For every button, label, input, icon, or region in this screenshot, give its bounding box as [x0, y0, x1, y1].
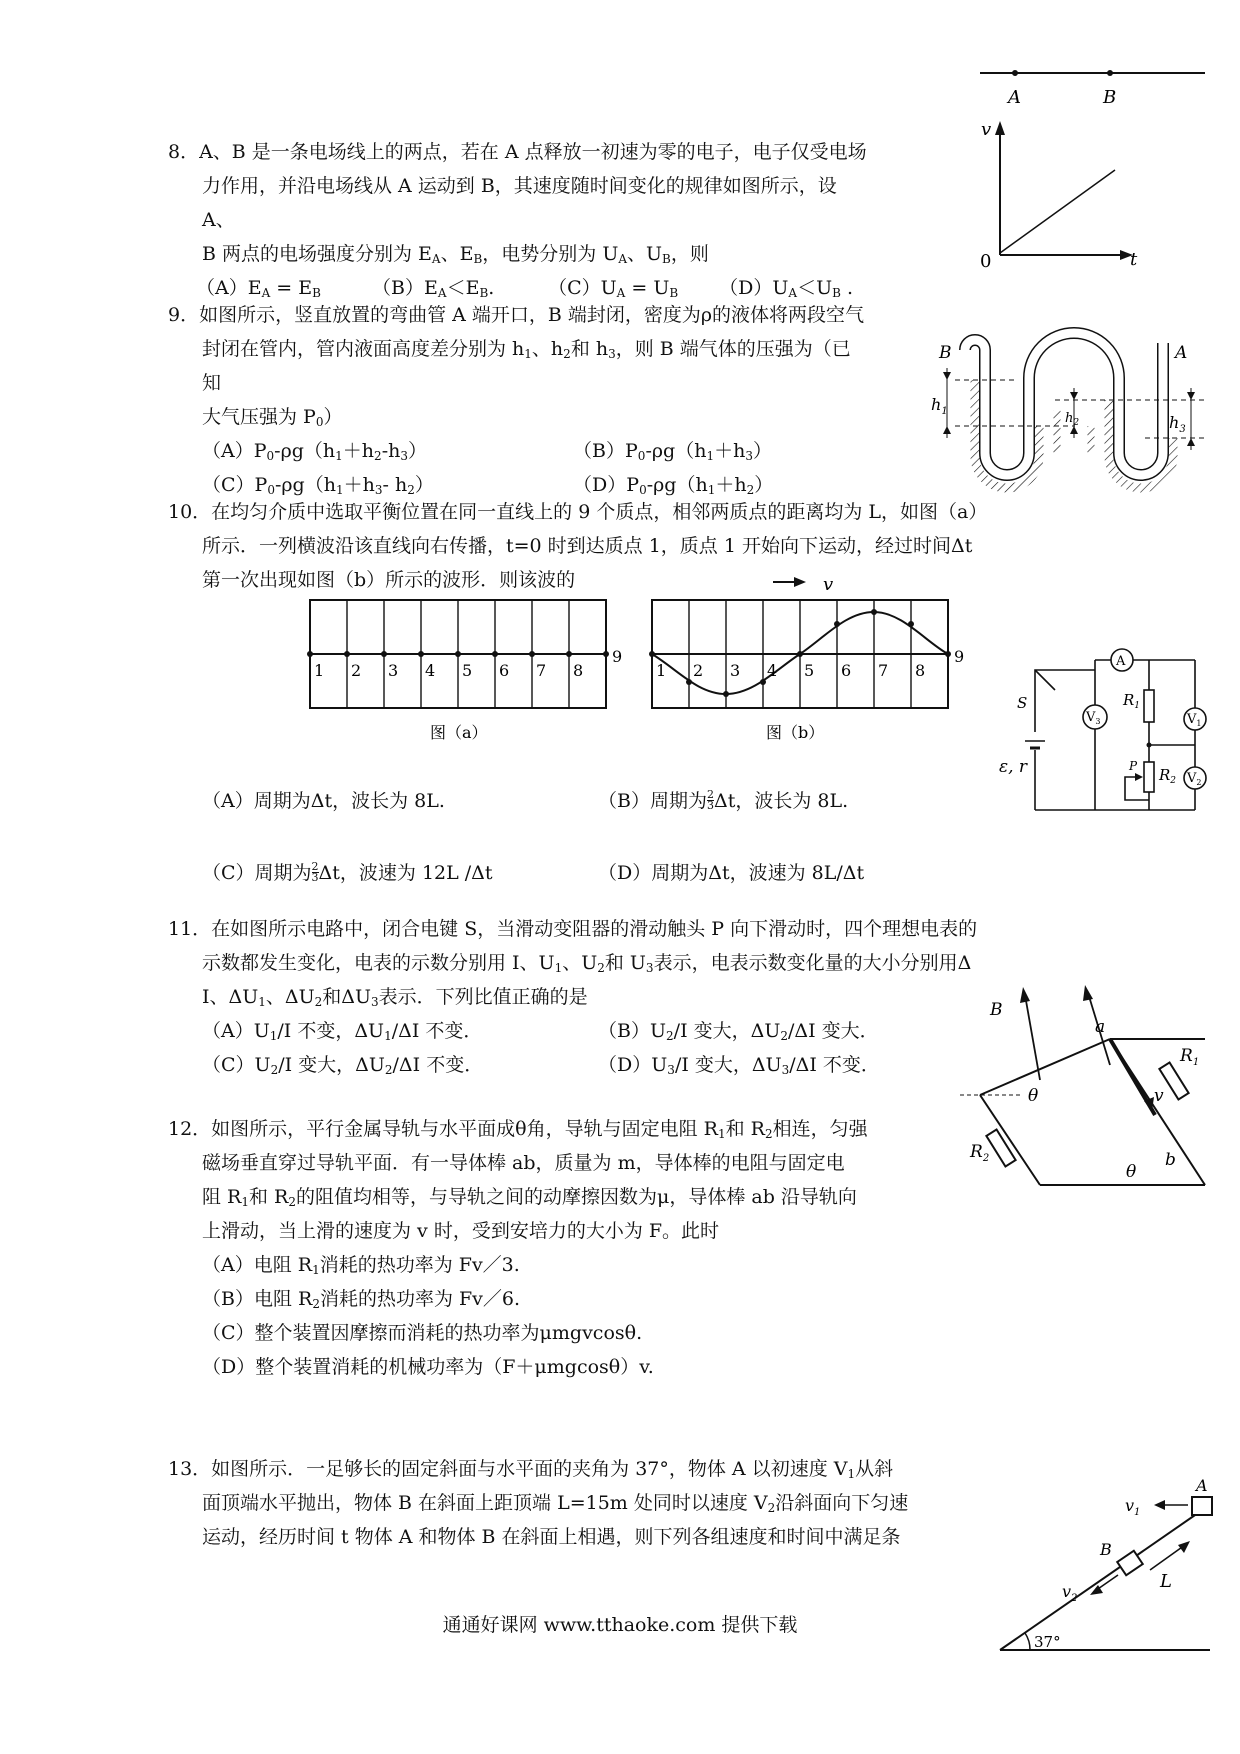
q11-line1: 11．在如图所示电路中，闭合电键 S，当滑动变阻器的滑动触头 P 向下滑动时，四个理想电表的 — [168, 918, 978, 940]
q10b-point-4: 4 — [767, 661, 778, 680]
q8-option-d: $(D)U_A<U_B$ . — [719, 277, 853, 300]
q12-velocity-label: v — [1154, 1086, 1164, 1106]
q10b-point-8: 8 — [915, 661, 926, 680]
q10-option-c: （C）周期为 $\frac{2}{3}$ Δt，波速为 12L /Δt — [202, 860, 493, 884]
q12-option-b: （B）电阻 $R_2$消耗的热功率为 Fv／6. — [202, 1288, 521, 1311]
q11-options-row2 — [168, 1048, 1068, 1082]
voltmeter-v3-label: $V_3$ — [1086, 710, 1101, 726]
q9-h2-label: $h_2$ — [1065, 411, 1080, 428]
q10b-velocity-label: v — [823, 574, 834, 595]
q12-line4: 上滑动，当上滑的速度为 v 时，受到安培力的大小为 F。此时 — [202, 1220, 720, 1242]
q9-h3-label: $h_3$ — [1169, 413, 1186, 435]
q10b-point-1: 1 — [656, 661, 667, 680]
q13-distance-l-label: L — [1160, 1571, 1172, 1592]
q12-option-a: （A）电阻 $R_1$消耗的热功率为 Fv／3. — [202, 1254, 520, 1277]
q9-option-a: $(A)P_0-\rho g(h_1+h_2-h_3)$ — [202, 440, 428, 463]
question-11 — [168, 912, 1068, 1082]
q9-line2: 封闭在管内，管内液面高度差分别为 $h_1$、$h_2$和 $h_3$，则 B 端气体的压强为（已知 — [202, 338, 851, 394]
q10a-point-7: 7 — [536, 661, 547, 680]
switch-label: S — [1017, 694, 1028, 712]
emf-label: ε, r — [999, 757, 1028, 777]
q10b-caption: 图（b） — [766, 723, 825, 742]
q10b-point-2: 2 — [693, 661, 704, 680]
r1-label: $R_1$ — [1123, 691, 1141, 711]
q9-h1-label: $h_1$ — [931, 395, 948, 417]
q12-line2: 磁场垂直穿过导轨平面．有一导体棒 ab，质量为 m，导体棒的电阻与固定电 — [202, 1152, 845, 1174]
q11-option-a: $(A)U_1/I$ 不变，$\Delta U_1/\Delta I$ 不变． — [202, 1020, 483, 1043]
q10a-point-1: 1 — [314, 661, 325, 680]
q10a-point-4: 4 — [425, 661, 436, 680]
q11-line3: I、$\Delta U_1$、$\Delta U_2$和$\Delta U_3$表示．下列比值正确的是 — [202, 986, 588, 1009]
q8-option-a: $(A)E_A = E_B$ — [196, 277, 321, 300]
q10a-point-6: 6 — [499, 661, 510, 680]
q8-line2: 力作用，并沿电场线从 A 运动到 B，其速度随时间变化的规律如图所示，设 A、 — [202, 175, 837, 231]
q10a-caption: 图（a） — [430, 723, 488, 742]
q10-line2: 所示．一列横波沿该直线向右传播，t=0 时到达质点 1，质点 1 开始向下运动，经过时间Δt — [202, 535, 973, 557]
q10-line1: 10．在均匀介质中选取平衡位置在同一直线上的 9 个质点，相邻两质点的距离均为 L，如图（a） — [168, 501, 988, 523]
circuit-diagram — [995, 650, 1205, 830]
q10-grid-a — [300, 590, 630, 770]
q10a-point-3: 3 — [388, 661, 399, 680]
q9-option-d: $(D)P_0-\rho g(h_1+h_2)$ — [573, 474, 774, 497]
q10-options-row1 — [202, 784, 902, 818]
q8-origin-label: 0 — [980, 251, 992, 272]
q12-figure — [950, 985, 1210, 1195]
q9-line1: 9．如图所示，竖直放置的弯曲管 A 端开口，B 端封闭，密度为ρ的液体将两段空气 — [168, 304, 865, 326]
q10b-point-3: 3 — [730, 661, 741, 680]
page-footer: 通通好课网 www.tthaoke.com 提供下载 — [442, 1614, 798, 1636]
q10-figure-a — [300, 590, 630, 770]
question-12 — [168, 1112, 928, 1384]
q12-r1-label: $R_1$ — [1180, 1046, 1200, 1068]
question-8 — [168, 135, 868, 305]
q10-options-row2 — [202, 856, 902, 890]
q12-rod-b-label: b — [1165, 1150, 1176, 1170]
q13-v2-label: $v_2$ — [1062, 1582, 1078, 1604]
q9-options-row1 — [168, 434, 868, 468]
q12-option-d: （D）整个装置消耗的机械功率为（F＋μmgcosθ）v. — [202, 1356, 654, 1378]
slider-p-label: P — [1129, 759, 1138, 773]
q10-figure-b — [648, 558, 978, 770]
q10-option-b: （B）周期为 $\frac{2}{3}$ Δt，波长为 8L. — [598, 788, 849, 812]
q10a-point-9: 9 — [612, 647, 623, 666]
voltmeter-v2-label: $V_2$ — [1187, 771, 1202, 787]
q10-line3: 第一次出现如图（b）所示的波形．则该波的 — [202, 569, 576, 591]
q13-v1-label: $v_1$ — [1125, 1496, 1141, 1518]
q10b-point-6: 6 — [841, 661, 852, 680]
q12-theta-bottom: θ — [1126, 1162, 1137, 1182]
q11-line2: 示数都发生变化，电表的示数分别用 I、$U_1$、$U_2$和 $U_3$表示，电表示数变化量的大小分别用Δ — [202, 952, 972, 975]
q8-option-b: $(B)E_A<E_B$. — [372, 277, 495, 300]
q12-theta-top: θ — [1028, 1086, 1039, 1106]
q10b-point-5: 5 — [804, 661, 815, 680]
q9-line3: 大气压强为 $P_0$） — [202, 406, 343, 429]
q12-field-b-label: B — [990, 1000, 1003, 1020]
q11-option-c: $(C)U_2/I$ 变大，$\Delta U_2/\Delta I$ 不变． — [202, 1054, 484, 1077]
q8-point-a-label: A — [1008, 87, 1021, 108]
q9-end-b-label: B — [939, 343, 952, 363]
q13-angle-label: 37° — [1034, 1633, 1061, 1651]
q8-option-c: $(C)U_A = U_B$ — [548, 277, 679, 300]
q13-line1: 13．如图所示．一足够长的固定斜面与水平面的夹角为 37°，物体 A 以初速度 $V_1$从斜 — [168, 1458, 894, 1481]
q8-axis-v-label: v — [981, 119, 992, 140]
q10a-point-2: 2 — [351, 661, 362, 680]
q12-rod-a-label: a — [1095, 1017, 1106, 1037]
q11-option-d: $(D)U_3/I$ 变大，$\Delta U_3/\Delta I$ 不变． — [598, 1054, 880, 1077]
circuit-figure — [995, 650, 1205, 830]
ammeter-label: A — [1116, 654, 1126, 669]
q12-r2-label: $R_2$ — [970, 1142, 990, 1164]
q9-tube-diagram — [931, 338, 1205, 513]
question-9 — [168, 298, 868, 502]
q13-object-a-label: A — [1196, 1476, 1208, 1495]
q9-figure — [931, 338, 1205, 513]
q10a-point-5: 5 — [462, 661, 473, 680]
q8-point-b-label: B — [1103, 87, 1117, 108]
q8-line3: B 两点的电场强度分别为 $E_A$、$E_B$，电势分别为 $U_A$、$U_B$，则 — [202, 243, 709, 266]
q12-line3: 阻 $R_1$和 $R_2$的阻值均相等，与导轨之间的动摩擦因数为μ，导体棒 ab 沿导轨向 — [202, 1186, 857, 1209]
q11-option-b: $(B)U_2/I$ 变大，$\Delta U_2/\Delta I$ 变大． — [598, 1020, 879, 1043]
q11-options-row1 — [168, 1014, 1068, 1048]
q10b-point-7: 7 — [878, 661, 889, 680]
question-13 — [168, 1452, 988, 1554]
voltmeter-v1-label: $V_1$ — [1187, 712, 1202, 728]
q12-rails-diagram — [950, 985, 1210, 1195]
q13-object-b-label: B — [1100, 1540, 1112, 1559]
q13-line3: 运动，经历时间 t 物体 A 和物体 B 在斜面上相遇，则下列各组速度和时间中满足条 — [202, 1526, 901, 1548]
q10b-point-9: 9 — [954, 647, 965, 666]
q9-end-a-label: A — [1175, 343, 1188, 363]
q9-option-b: $(B)P_0-\rho g(h_1+h_3)$ — [573, 440, 772, 463]
q13-line2: 面顶端水平抛出，物体 B 在斜面上距顶端 L=15m 处同时以速度 $V_2$沿斜面向下匀速 — [202, 1492, 909, 1515]
q10-option-d: （D）周期为Δt，波速为 8L/Δt — [598, 862, 865, 884]
q10-option-a: （A）周期为Δt，波长为 8L. — [202, 790, 445, 812]
q12-line1: 12．如图所示，平行金属导轨与水平面成θ角，导轨与固定电阻 $R_1$和 $R_2$相连，匀强 — [168, 1118, 868, 1141]
q10-grid-b — [648, 558, 978, 770]
q12-option-c: （C）整个装置因摩擦而消耗的热功率为μmgvcosθ. — [202, 1322, 643, 1344]
q8-line1: 8．A、B 是一条电场线上的两点，若在 A 点释放一初速为零的电子，电子仅受电场 — [168, 141, 867, 163]
q8-diagram — [975, 55, 1215, 285]
q8-axis-t-label: t — [1130, 249, 1138, 270]
r2-label: $R_2$ — [1159, 766, 1177, 786]
q10a-point-8: 8 — [573, 661, 584, 680]
q8-figure — [975, 55, 1215, 285]
q9-option-c: $(C)P_0-\rho g(h_1+h_3-$ $h_2$） — [202, 474, 434, 497]
